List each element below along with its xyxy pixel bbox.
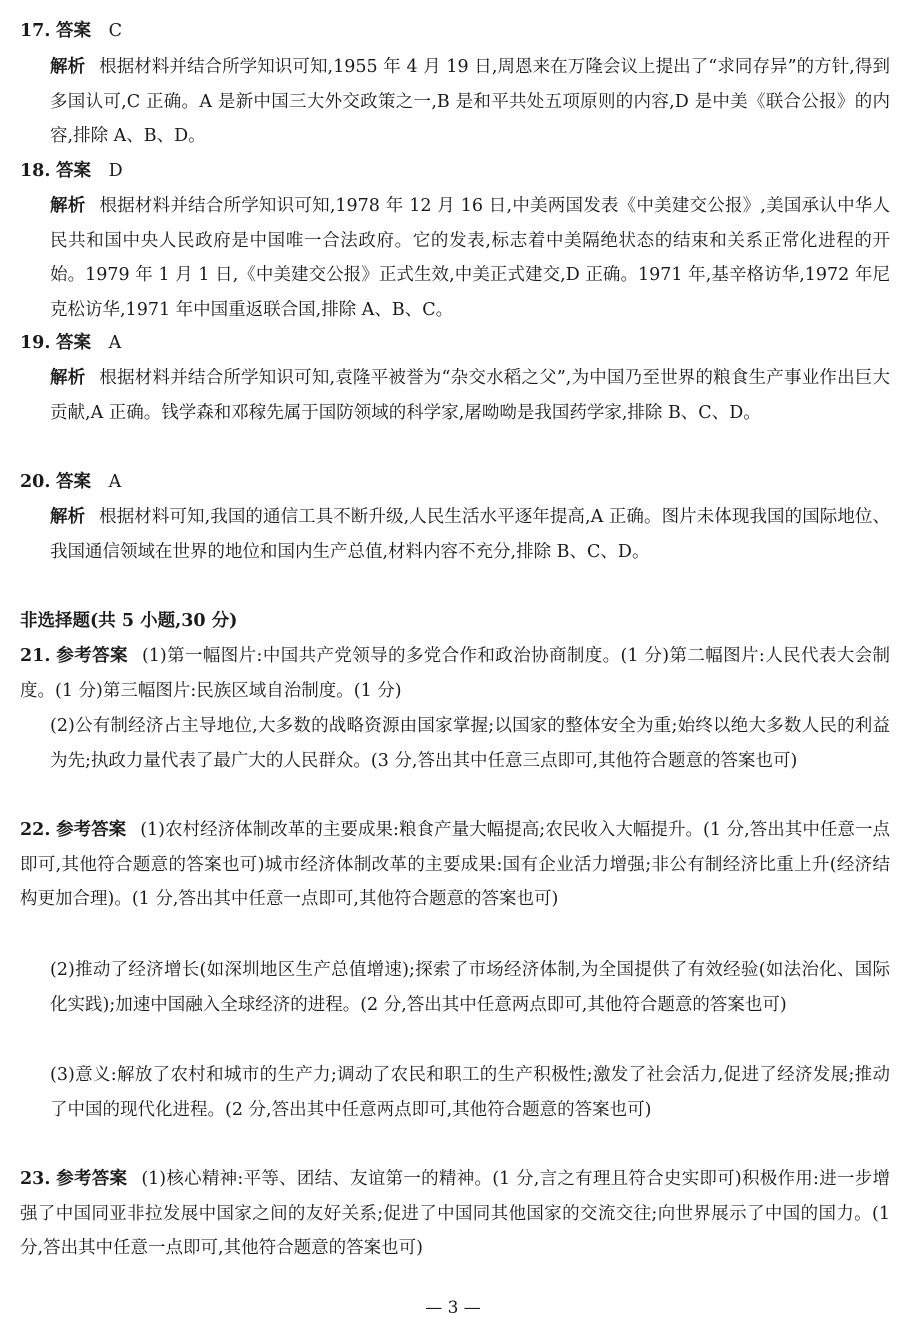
q22-number: 22. <box>20 820 51 840</box>
q21-part2: (2)公有制经济占主导地位,大多数的战略资源由国家掌握;以国家的整体安全为重;始终以绝大多数人民的利益为先;执政力量代表了最广大的人民群众。(3 分,答出其中任意三点即可,其他符合题意的答案也可) <box>50 716 890 771</box>
q19-answer-label: 答案 <box>56 333 92 353</box>
q21-ref-label: 参考答案 <box>56 646 128 666</box>
q17-analysis <box>50 50 890 154</box>
q17-analysis-label: 解析 <box>50 57 86 77</box>
q17-analysis-text: 根据材料并结合所学知识可知,1955 年 4 月 19 日,周恩来在万隆会议上提出了“求同存异”的方针,得到多国认可,C 正确。A 是新中国三大外交政策之一,B 是和平共处五项原则的内容,D 是中美《联合公报》的内容,排除 A、B、D。 <box>50 57 890 146</box>
q19-answer-line <box>20 326 890 360</box>
q23-part1 <box>20 1162 890 1266</box>
q19-analysis-label: 解析 <box>50 368 86 388</box>
q22-part3: (3)意义:解放了农村和城市的生产力;调动了农民和职工的生产积极性;激发了社会活力,促进了经济发展;推动了中国的现代化进程。(2 分,答出其中任意两点即可,其他符合题意的答案也可) <box>50 1065 890 1120</box>
q23-part1-text: (1)核心精神:平等、团结、友谊第一的精神。(1 分,言之有理且符合史实即可)积极作用:进一步增强了中国同亚非拉发展中国家之间的友好关系;促进了中国同其他国家的交流交往;向世界展示了中国的国力。(1 分,答出其中任意一点即可,其他符合题意的答案也可) <box>20 1169 890 1258</box>
q18-analysis <box>50 189 890 327</box>
section-title: 非选择题(共 5 小题,30 分) <box>20 611 238 631</box>
q18-analysis-label: 解析 <box>50 196 86 216</box>
q19-analysis-text: 根据材料并结合所学知识可知,袁隆平被誉为“杂交水稻之父”,为中国乃至世界的粮食生产事业作出巨大贡献,A 正确。钱学森和邓稼先属于国防领域的科学家,屠呦呦是我国药学家,排除 B、C、D。 <box>50 368 891 423</box>
q17-answer-label: 答案 <box>56 21 92 41</box>
q18-answer-line <box>20 154 890 188</box>
q18-number: 18. <box>20 161 51 181</box>
q17-answer: C <box>108 21 122 41</box>
q18-analysis-text: 根据材料并结合所学知识可知,1978 年 12 月 16 日,中美两国发表《中美建交公报》,美国承认中华人民共和国中央人民政府是中国唯一合法政府。它的发表,标志着中美隔绝状态的结束和关系正常化进程的开始。1979 年 1 月 1 日,《中美建交公报》正式生效,中美正式建交,D 正确。1971 年,基辛格访华,1972 年尼克松访华,1971 年中国重返联合国,排除 A、B、C。 <box>50 196 891 320</box>
q23-ref-label: 参考答案 <box>56 1169 128 1189</box>
q20-analysis <box>50 500 890 569</box>
q20-number: 20. <box>20 472 51 492</box>
q19-analysis <box>50 361 890 430</box>
q21-part1-text: (1)第一幅图片:中国共产党领导的多党合作和政治协商制度。(1 分)第二幅图片:人民代表大会制度。(1 分)第三幅图片:民族区域自治制度。(1 分) <box>20 646 890 701</box>
q22-part2: (2)推动了经济增长(如深圳地区生产总值增速);探索了市场经济体制,为全国提供了有效经验(如法治化、国际化实践);加速中国融入全球经济的进程。(2 分,答出其中任意两点即可,其他符合题意的答案也可) <box>50 960 890 1015</box>
q17-number: 17. <box>20 21 51 41</box>
q20-analysis-label: 解析 <box>50 507 86 527</box>
q21-number: 21. <box>20 646 51 666</box>
page-number: — 3 — <box>425 1298 481 1318</box>
q20-answer-line <box>20 465 890 499</box>
q22-ref-label: 参考答案 <box>56 820 127 840</box>
q18-answer-label: 答案 <box>56 161 92 181</box>
q22-part1-text: (1)农村经济体制改革的主要成果:粮食产量大幅提高;农民收入大幅提升。(1 分,答出其中任意一点即可,其他符合题意的答案也可)城市经济体制改革的主要成果:国有企业活力增强;非公有制经济比重上升(经济结构更加合理)。(1 分,答出其中任意一点即可,其他符合题意的答案也可) <box>20 820 890 909</box>
q19-number: 19. <box>20 333 51 353</box>
q23-number: 23. <box>20 1169 51 1189</box>
q19-answer: A <box>108 333 122 353</box>
q20-answer-label: 答案 <box>56 472 92 492</box>
q17-answer-line <box>20 14 890 48</box>
q22-part1 <box>20 813 890 917</box>
q21-part1 <box>20 639 890 708</box>
q18-answer: D <box>108 161 123 181</box>
q20-answer: A <box>108 472 122 492</box>
q20-analysis-text: 根据材料可知,我国的通信工具不断升级,人民生活水平逐年提高,A 正确。图片未体现我国的国际地位、我国通信领域在世界的地位和国内生产总值,材料内容不充分,排除 B、C、D。 <box>50 507 890 562</box>
